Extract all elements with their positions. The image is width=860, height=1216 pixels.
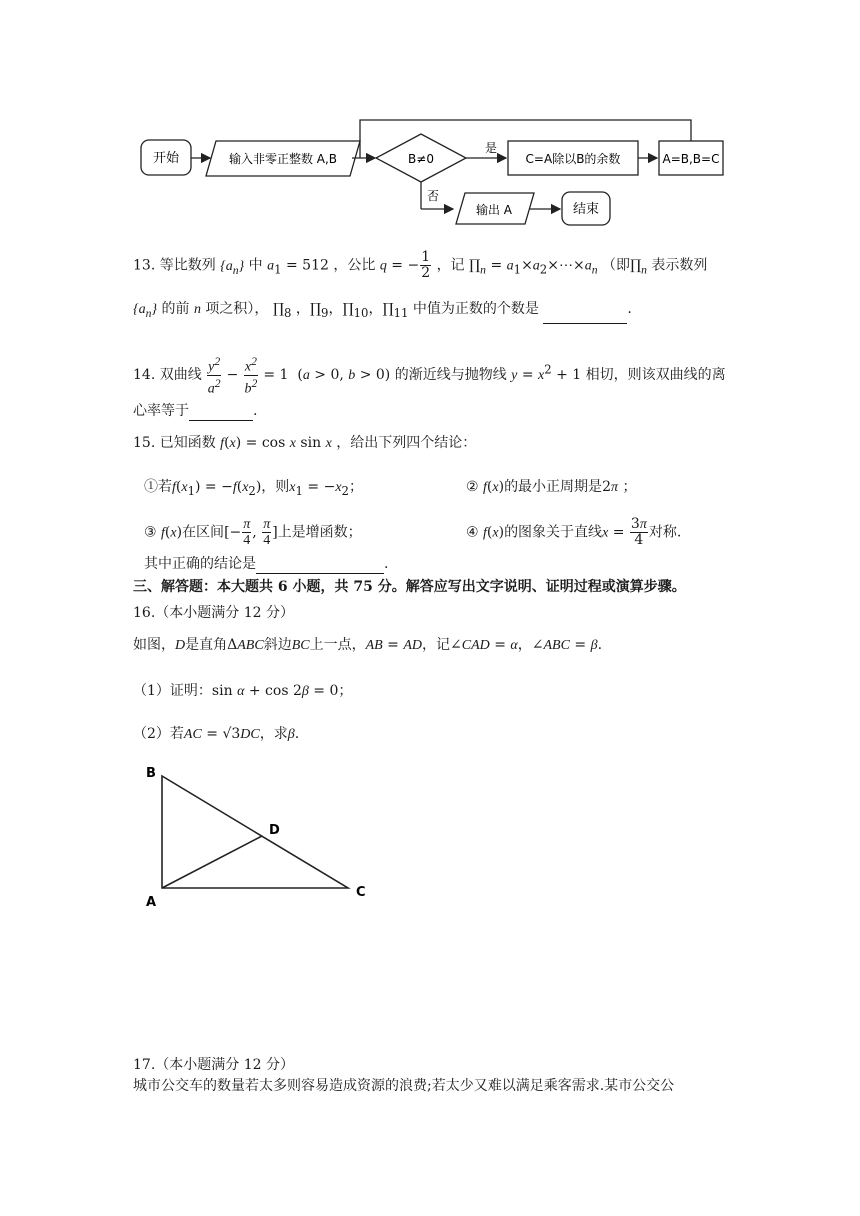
q13-text: 等比数列	[159, 257, 216, 274]
q14-text: 相切，则该双曲线的离	[585, 367, 726, 384]
q15-option-2: ② f(x)的最小正周期是2π ；	[466, 479, 637, 495]
q13-text: ，记	[436, 257, 465, 274]
flowchart	[0, 0, 860, 240]
q16-statement: 如图，D是直角ΔABC斜边BC上一点，AB = AD，记∠CAD = α，∠ABC = β.	[133, 637, 603, 653]
q13-text: 中值为正数的个数是	[412, 301, 539, 317]
q13-text: 的前	[161, 301, 190, 317]
q14-line2: 心率等于 .	[133, 403, 258, 419]
flow-assign-label: A=B,B=C	[662, 152, 720, 166]
section3-heading: 三、解答题：本大题共 6 小题，共 75 分。解答应写出文字说明、证明过程或演算步骤。	[133, 579, 686, 595]
q14-text: 双曲线	[159, 367, 202, 384]
triangle-figure	[140, 760, 380, 910]
flow-end-label: 结束	[572, 202, 600, 217]
q15-answer-blank	[256, 559, 384, 574]
q15-text: ，给出下列四个结论：	[336, 435, 477, 451]
flow-remainder-label: C=A除以B的余数	[525, 152, 621, 166]
q16-part2: （2）若AC = √3DC，求β.	[133, 726, 300, 742]
q15-line1: 15. 已知函数 f(x) = cos x sin x ，给出下列四个结论：	[133, 435, 477, 451]
flow-output-label: 输出 A	[475, 203, 513, 217]
q15-conclusion: 其中正确的结论是 .	[144, 556, 389, 572]
q13-text: 项之积），	[205, 301, 269, 317]
flow-input-label: 输入非零正整数 A,B	[228, 152, 338, 166]
q14-line1: 14. 双曲线 $\frac{y^2}{a^2}$ − $\frac{x^2}{b^2}$ = 1 (a > 0, b > 0) 的渐近线与抛物线 $y = x^2 + 1$ 相切，则该双曲线的离	[133, 355, 726, 397]
vertex-A-label: A	[146, 895, 157, 910]
vertex-D-label: D	[269, 823, 280, 838]
q15-text: 已知函数	[159, 435, 216, 451]
q13-text: 表示数列	[651, 257, 708, 274]
q13-line1: 13. 等比数列 $\{a_n\}$ 中 $a_1 = 512$ ，公比 q = − $\frac{1}{2}$ ，记 $\prod_n$ = $a_1\times a_2\times\cdots\times a_n$ （即$\prod_n$ 表示数列	[133, 249, 708, 281]
q16-heading: 16.（本小题满分 12 分）	[133, 605, 294, 621]
flow-yes-label: 是	[484, 141, 498, 155]
q13-text: ，公比	[333, 257, 376, 274]
vertex-C-label: C	[356, 885, 366, 900]
q14-number: 14.	[133, 367, 156, 384]
vertex-B-label: B	[146, 766, 156, 781]
q14-text: 的渐近线与抛物线	[394, 367, 507, 384]
q15-option-3: ③ f(x)在区间[− $\frac{\pi}{4}$ , $\frac{\pi}{4}$ ]上是增函数；	[144, 517, 362, 548]
q15-number: 15.	[133, 435, 156, 451]
flow-start-label: 开始	[152, 151, 180, 166]
q13-number: 13.	[133, 257, 156, 274]
q13-line2: $\{a_n\}$ 的前 n 项之积）， $\prod_8$ ，$\prod_9$，$\prod_{10}$，$\prod_{11}$ 中值为正数的个数是 .	[133, 299, 632, 324]
q14-text: 心率等于	[133, 403, 189, 419]
q17-text: 城市公交车的数量若太多则容易造成资源的浪费;若太少又难以满足乘客需求.某市公交公	[133, 1078, 675, 1094]
q13-text: （即	[601, 257, 630, 274]
q16-part1: （1）证明：sin α + cos 2β = 0；	[133, 683, 353, 699]
q13-text: 中	[248, 257, 263, 274]
flow-condition-label: B≠0	[408, 152, 434, 166]
q17-heading: 17.（本小题满分 12 分）	[133, 1057, 294, 1073]
q13-answer-blank	[543, 309, 627, 324]
q15-option-4: ④ f(x)的图象关于直线x = $\frac{3\pi}{4}$ 对称.	[466, 516, 682, 548]
flow-no-label: 否	[426, 189, 440, 203]
q15-option-1: ①若$f(x_1) = -f(x_2)$，则$x_1 = -x_2$；	[144, 479, 363, 498]
q14-answer-blank	[189, 406, 253, 421]
